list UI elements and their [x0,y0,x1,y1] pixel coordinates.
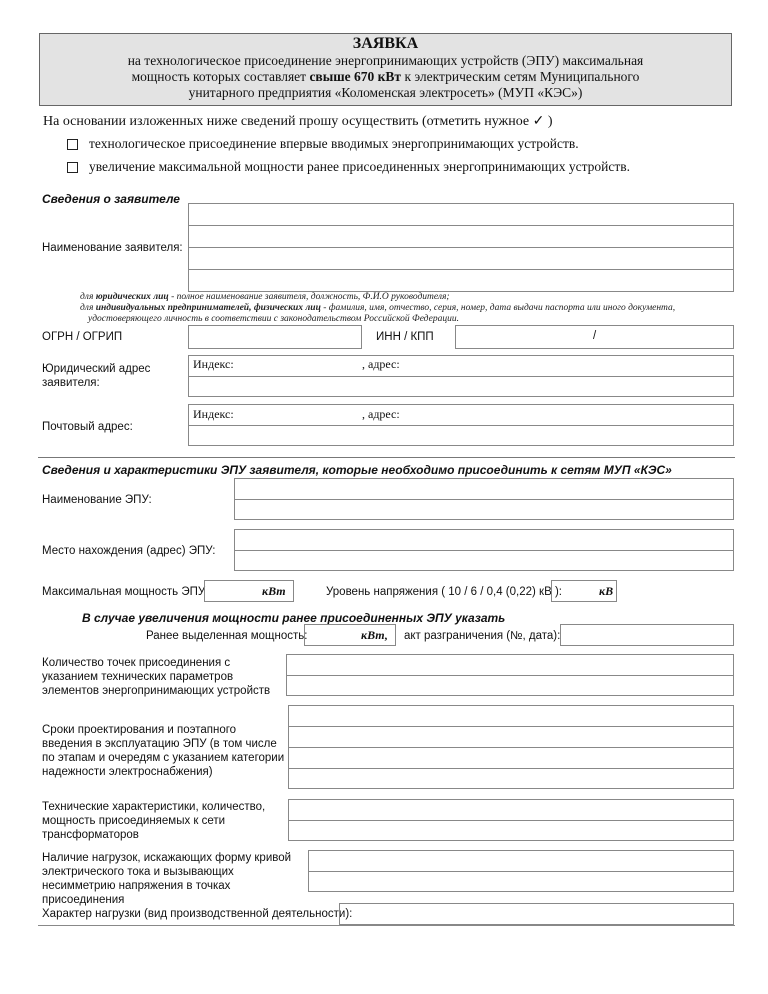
hint-1-c: - полное наименование заявителя, должность, Ф.И.О руководителя; [171,292,450,302]
act-label: акт разграничения (№, дата): [404,630,561,642]
inn-label: ИНН / КПП [376,331,434,343]
header-line-2-pre: мощность которых составляет [131,69,307,84]
intro-sentence: На основании изложенных ниже сведений прошу осуществить (отметить нужное [43,114,530,129]
hint-2-c: - фамилия, имя, отчество, серия, номер, дата выдачи паспорта или иного документа, [323,303,676,313]
section-divider [38,457,735,458]
header-line-2 [39,69,732,85]
applicant-hint-3: удостоверяющего личность в соответствии с законодательством Российской Федерации. [88,314,459,324]
legal-address-label: Юридический адрес заявителя: [42,363,151,389]
prev-power-unit: кВт, [361,628,388,642]
hint-1-a: для [80,292,94,302]
form-title: ЗАЯВКА [352,35,419,52]
option-increase-label: увеличение максимальной мощности ранее присоединенных энергопринимающих устройств. [89,159,631,174]
rule [308,871,734,872]
prev-power-label: Ранее выделенная мощность: [146,630,308,642]
ogrn-label: ОГРН / ОГРИП [42,331,123,343]
increase-title: В случае увеличения мощности ранее присоединенных ЭПУ указать [82,611,506,625]
epu-section-title: Сведения и характеристики ЭПУ заявителя, которые необходимо присоединить к сетям МУП «КЭС» [42,463,672,477]
rule [188,225,734,226]
legal-address-sub-label: , адрес: [362,357,400,371]
transformers-label: Технические характеристики, количество, мощность присоединяемых к сети трансформаторов [42,801,266,841]
intro-close: ) [547,114,553,129]
applicant-hint-2 [80,303,675,314]
rule [188,269,734,270]
rule [188,425,734,426]
applicant-hint-1 [80,292,450,303]
ogrn-field[interactable] [188,325,362,349]
voltage-unit: кВ [599,584,614,598]
option-new-label: технологическое присоединение впервые вводимых энергопринимающих устройств. [89,136,579,151]
points-label: Количество точек присоединения с указанием технических параметров элементов энергопринимающих устройств [42,657,271,697]
terms-label: Сроки проектирования и поэтапного введения в эксплуатацию ЭПУ (в том числе по этапам и очередям с указанием категории надежности электроснабжения) [42,724,285,778]
act-field[interactable] [560,624,734,646]
header-line-2-post: к электрическим сетям Муниципального [404,69,640,84]
hint-1-b: юридических лиц [95,292,169,302]
rule [288,820,734,821]
rule [288,726,734,727]
hint-2-b: индивидуальных предпринимателей, физических лиц [95,303,321,313]
rule [286,675,734,676]
option-increase-checkbox[interactable] [67,162,78,173]
rule [234,499,734,500]
distortion-label: Наличие нагрузок, искажающих форму кривой электрического тока и вызывающих несимметрию напряжения в точках присоединения [42,852,292,906]
hint-2-a: для [80,303,94,313]
rule [288,768,734,769]
epu-location-label: Место нахождения (адрес) ЭПУ: [42,545,216,557]
load-field[interactable] [339,903,734,925]
rule [38,925,735,926]
postal-index-label: Индекс: [193,407,234,421]
rule [288,747,734,748]
inn-kpp-separator: / [593,330,597,342]
voltage-label: Уровень напряжения ( 10 / 6 / 0,4 (0,22) кВ ): [326,586,562,598]
legal-index-label: Индекс: [193,357,234,371]
load-label: Характер нагрузки (вид производственной деятельности): [42,908,353,920]
header-line-1: на технологическое присоединение энергопринимающих устройств (ЭПУ) максимальная [127,53,644,68]
rule [188,247,734,248]
epu-name-label: Наименование ЭПУ: [42,494,152,506]
applicant-section-title: Сведения о заявителе [42,192,180,206]
max-power-unit: кВт [262,584,286,598]
postal-address-label: Почтовый адрес: [42,421,133,433]
header-line-3: унитарного предприятия «Коломенская электросеть» (МУП «КЭС») [188,85,583,100]
intro-text [43,113,553,130]
applicant-name-label: Наименование заявителя: [42,242,183,254]
rule [234,550,734,551]
postal-address-sub-label: , адрес: [362,407,400,421]
header-power-threshold: свыше 670 кВт [309,69,402,84]
max-power-label: Максимальная мощность ЭПУ [42,586,206,598]
check-mark-icon: ✓ [532,114,545,129]
option-new-checkbox[interactable] [67,139,78,150]
rule [188,376,734,377]
